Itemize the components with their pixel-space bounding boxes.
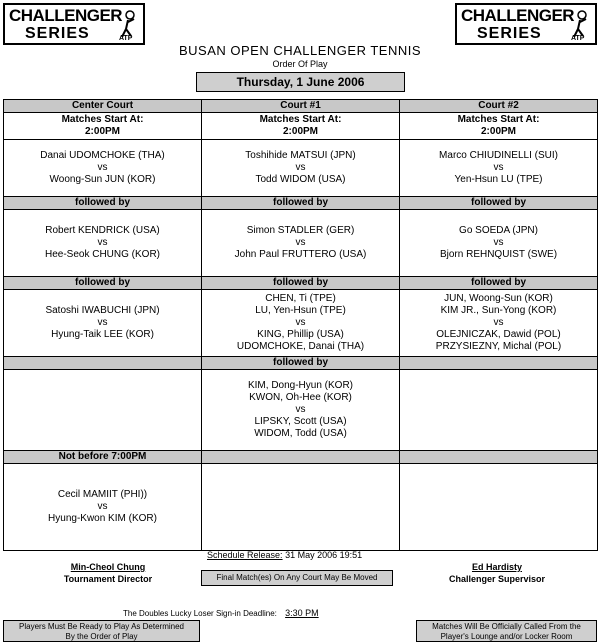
match-cell	[400, 140, 598, 197]
followed-by-row	[4, 197, 598, 210]
player: Hee-Seok CHUNG (KOR)	[44, 249, 161, 260]
start-time-row	[4, 113, 598, 140]
start-time: 2:00PM	[480, 126, 516, 137]
player: JUN, Woong-Sun (KOR)	[444, 293, 553, 304]
logo-line2: SERIES	[477, 25, 542, 42]
challenger-series-logo-right	[455, 3, 597, 45]
player: UDOMCHOKE, Danai (THA)	[236, 341, 365, 352]
lucky-loser-deadline	[123, 608, 319, 618]
logo-mark-text: ATP	[119, 35, 133, 41]
court-header-row	[4, 100, 598, 113]
vs: vs	[493, 317, 504, 328]
tournament-director	[28, 562, 188, 584]
followed-by-label: followed by	[400, 277, 598, 290]
match-row	[4, 370, 598, 451]
player: John Paul FRUTTERO (USA)	[234, 249, 367, 260]
release-value: 31 May 2006 19:51	[285, 550, 363, 560]
followed-by-label: followed by	[202, 357, 400, 370]
start-time-cell	[202, 113, 400, 140]
start-time-cell	[4, 113, 202, 140]
player: Cecil MAMIIT (PHI))	[57, 489, 148, 500]
supervisor-name: Ed Hardisty	[471, 562, 522, 572]
player: LIPSKY, Scott (USA)	[254, 416, 347, 427]
atp-player-icon	[117, 9, 139, 41]
player: Robert KENDRICK (USA)	[45, 225, 160, 236]
logo-line1: CHALLENGER	[9, 6, 123, 25]
player: Woong-Sun JUN (KOR)	[49, 174, 156, 185]
match-row	[4, 210, 598, 277]
player: Yen-Hsun LU (TPE)	[454, 174, 543, 185]
player: KWON, Oh-Hee (KOR)	[249, 392, 352, 403]
followed-by-label: followed by	[202, 277, 400, 290]
ready-note-line1: Players Must Be Ready to Play As Determined	[19, 622, 184, 631]
schedule-date: Thursday, 1 June 2006	[196, 72, 405, 92]
challenger-supervisor	[417, 562, 577, 584]
separator-blank	[202, 451, 400, 464]
player: Bjorn REHNQUIST (SWE)	[439, 249, 558, 260]
empty-match-cell	[4, 370, 202, 451]
start-time-cell	[400, 113, 598, 140]
empty-match-cell	[400, 370, 598, 451]
player: Hyung-Taik LEE (KOR)	[51, 329, 154, 340]
player: Marco CHIUDINELLI (SUI)	[439, 150, 558, 161]
match-row	[4, 140, 598, 197]
match-cell	[4, 464, 202, 551]
vs: vs	[97, 317, 108, 328]
final-match-note: Final Match(es) On Any Court May Be Moved	[201, 570, 393, 586]
player: LU, Yen-Hsun (TPE)	[255, 305, 346, 316]
match-row	[4, 464, 598, 551]
player: KING, Phillip (USA)	[257, 329, 344, 340]
not-before-row	[4, 451, 598, 464]
schedule-release	[207, 550, 362, 560]
start-time: 2:00PM	[282, 126, 318, 137]
player: KIM, Dong-Hyun (KOR)	[247, 380, 354, 391]
match-cell	[202, 210, 400, 277]
player: Todd WIDOM (USA)	[255, 174, 346, 185]
player: Satoshi IWABUCHI (JPN)	[45, 305, 160, 316]
challenger-series-logo-left	[3, 3, 145, 45]
logo-line2: SERIES	[25, 25, 90, 42]
called-note-line1: Matches Will Be Officially Called From the	[432, 622, 581, 631]
separator-blank	[400, 451, 598, 464]
match-row	[4, 290, 598, 357]
vs: vs	[295, 317, 306, 328]
page-subtitle: Order Of Play	[272, 59, 328, 69]
player: Danai UDOMCHOKE (THA)	[40, 150, 165, 161]
separator-blank	[4, 357, 202, 370]
player: OLEJNICZAK, Dawid (POL)	[436, 329, 561, 340]
match-cell	[4, 210, 202, 277]
atp-player-icon	[569, 9, 591, 41]
start-label: Matches Start At:	[259, 114, 342, 125]
start-label: Matches Start At:	[457, 114, 540, 125]
player: Go SOEDA (JPN)	[459, 225, 538, 236]
order-of-play-table	[3, 99, 598, 551]
page-title: BUSAN OPEN CHALLENGER TENNIS	[178, 43, 422, 58]
called-note-line2: Player's Lounge and/or Locker Room	[440, 632, 573, 641]
supervisor-role: Challenger Supervisor	[448, 574, 546, 584]
vs: vs	[295, 162, 306, 173]
player: WIDOM, Todd (USA)	[254, 428, 347, 439]
player: Toshihide MATSUI (JPN)	[245, 150, 356, 161]
player: PRZYSIEZNY, Michal (POL)	[435, 341, 562, 352]
deadline-label: The Doubles Lucky Loser Sign-in Deadline:	[123, 609, 277, 618]
followed-by-label: followed by	[4, 197, 202, 210]
director-name: Min-Cheol Chung	[70, 562, 146, 572]
followed-by-row	[4, 357, 598, 370]
vs: vs	[295, 237, 306, 248]
player: Hyung-Kwon KIM (KOR)	[48, 513, 157, 524]
vs: vs	[295, 404, 306, 415]
logo-line1: CHALLENGER	[461, 6, 575, 25]
followed-by-label: followed by	[202, 197, 400, 210]
ready-note-line2: By the Order of Play	[65, 632, 138, 641]
followed-by-label: followed by	[4, 277, 202, 290]
start-label: Matches Start At:	[61, 114, 144, 125]
vs: vs	[97, 237, 108, 248]
match-cell	[400, 210, 598, 277]
vs: vs	[493, 162, 504, 173]
release-label: Schedule Release:	[207, 550, 283, 560]
vs: vs	[97, 501, 108, 512]
director-role: Tournament Director	[63, 574, 153, 584]
logo-mark-text: ATP	[571, 35, 585, 41]
player: KIM JR., Sun-Yong (KOR)	[440, 305, 557, 316]
not-before-label: Not before 7:00PM	[4, 451, 202, 464]
court-name: Center Court	[4, 100, 202, 113]
court-name: Court #2	[400, 100, 598, 113]
player: CHEN, Ti (TPE)	[265, 293, 336, 304]
doubles-match-cell	[400, 290, 598, 357]
followed-by-row	[4, 277, 598, 290]
court-name: Court #1	[202, 100, 400, 113]
player: Simon STADLER (GER)	[246, 225, 355, 236]
start-time: 2:00PM	[84, 126, 120, 137]
match-cell	[202, 140, 400, 197]
vs: vs	[493, 237, 504, 248]
doubles-match-cell	[202, 370, 400, 451]
vs: vs	[97, 162, 108, 173]
followed-by-label: followed by	[400, 197, 598, 210]
empty-match-cell	[400, 464, 598, 551]
match-cell	[4, 290, 202, 357]
officially-called-note	[416, 620, 597, 642]
match-cell	[4, 140, 202, 197]
empty-match-cell	[202, 464, 400, 551]
separator-blank	[400, 357, 598, 370]
deadline-value: 3:30 PM	[285, 608, 319, 618]
ready-to-play-note	[3, 620, 200, 642]
doubles-match-cell	[202, 290, 400, 357]
